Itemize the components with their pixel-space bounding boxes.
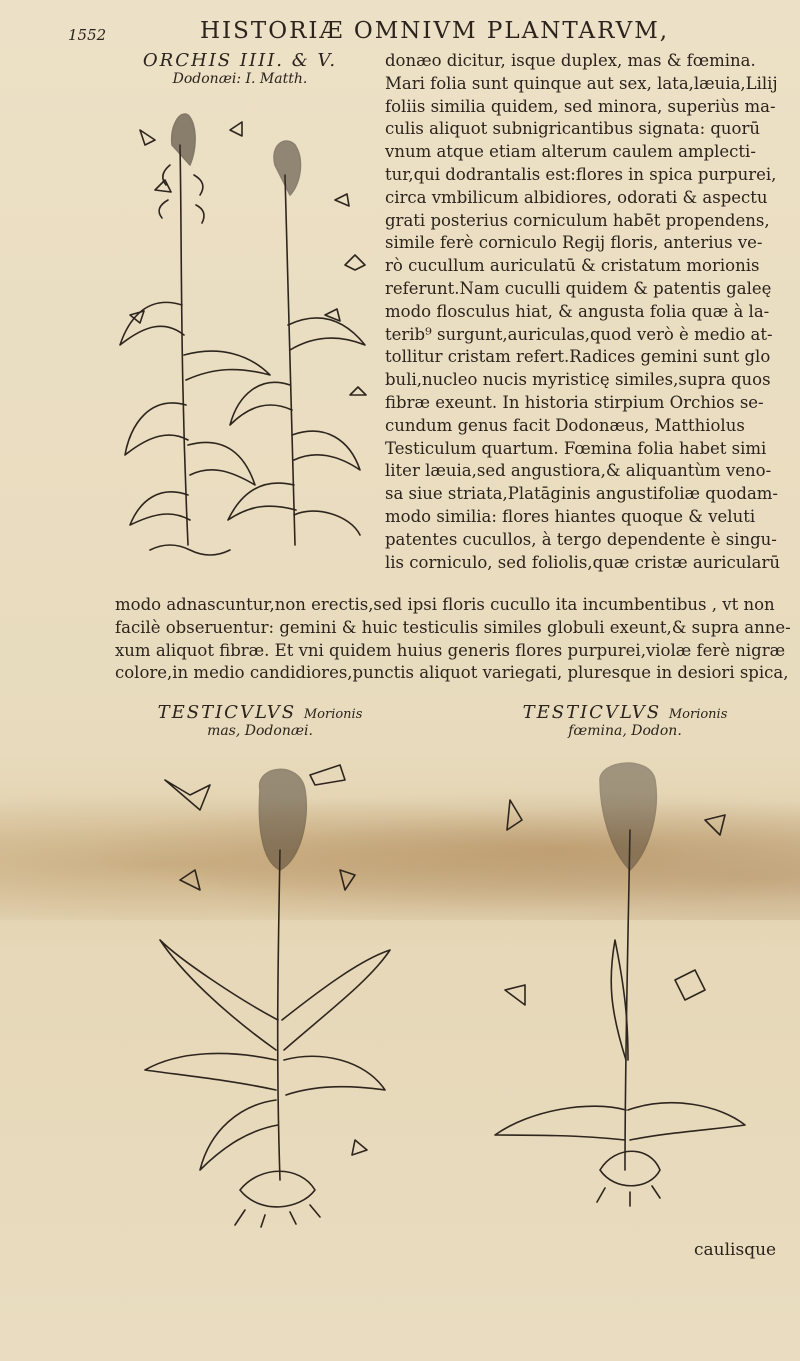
testiculus-femina-woodcut xyxy=(490,760,750,1220)
right-figure-caption xyxy=(490,702,760,739)
column-line: tur,qui dodrantalis est:flores in spica purpurei, xyxy=(385,164,777,184)
column-line: sa siue striata,Platāginis angustifoliæ quodam- xyxy=(385,484,779,504)
column-line: donæo dicitur, isque duplex, mas & fœmina. xyxy=(385,51,756,70)
column-line: referunt.Nam cuculli quidem & patentis galeę xyxy=(385,278,772,298)
column-line: liter læuia,sed angustiora,& aliquantùm veno- xyxy=(385,461,772,481)
column-line: Testiculum quartum. Fœmina folia habet simi xyxy=(385,438,767,458)
running-title: HISTORIÆ OMNIVM PLANTARVM, xyxy=(200,18,670,44)
column-line: modo similia: flores hiantes quoque & veluti xyxy=(385,506,756,526)
column-line: foliis similia quidem, sed minora, superiùs ma- xyxy=(385,96,776,116)
left-figure-caption xyxy=(125,702,395,739)
page-header xyxy=(0,18,800,48)
left-figure-title-small: Morionis xyxy=(303,707,363,722)
body-line: modo adnascuntur,non erectis,sed ipsi floris cucullo ita incumbentibus , vt non xyxy=(115,595,775,614)
testiculus-mas-woodcut xyxy=(140,760,400,1230)
left-figure-title: TESTICVLVS xyxy=(157,702,297,723)
body-line: facilè obseruentur: gemini & huic testiculis similes globuli exeunt,& supra anne- xyxy=(115,617,791,637)
right-figure-title-small: Morionis xyxy=(668,707,728,722)
column-line: lis corniculo, sed foliolis,quæ cristæ auricularū xyxy=(385,552,780,572)
top-figure-subtitle: Dodonæi: I. Matth. xyxy=(172,71,308,87)
column-line: circa vmbilicum albidiores, odorati & aspectu xyxy=(385,187,768,207)
catchword: caulisque xyxy=(694,1240,777,1260)
right-figure-subtitle: fœmina, Dodon. xyxy=(568,723,682,739)
right-figure-title: TESTICVLVS xyxy=(522,702,662,723)
column-line: culis aliquot subnigricantibus signata: quorū xyxy=(385,119,761,139)
column-line: grati posterius corniculum habēt propendens, xyxy=(385,210,770,230)
column-line: patentes cucullos, à tergo dependente è singu- xyxy=(385,529,777,549)
full-width-text xyxy=(115,594,791,685)
column-line: fibræ exeunt. In historia stirpium Orchios se- xyxy=(385,392,764,412)
left-figure-subtitle: mas, Dodonæi. xyxy=(207,723,313,739)
orchis-woodcut xyxy=(110,105,380,585)
column-line: modo flosculus hiat, & angusta folia quæ à la- xyxy=(385,301,770,321)
column-line: tollitur cristam refert.Radices gemini sunt glo xyxy=(385,347,771,367)
column-line: rò cucullum auriculatū & cristatum morionis xyxy=(385,256,760,276)
text-column xyxy=(385,50,780,574)
column-line: vnum atque etiam alterum caulem amplecti- xyxy=(385,142,756,162)
column-line: buli,nucleo nucis myristicę similes,supra quos xyxy=(385,370,771,390)
column-line: Mari folia sunt quinque aut sex, lata,læuia,Lilij xyxy=(385,73,778,93)
top-figure-title: ORCHIS IIII. & V. xyxy=(142,50,338,71)
column-line: cundum genus facit Dodonæus, Matthiolus xyxy=(385,415,745,435)
page-number: 1552 xyxy=(68,26,107,44)
top-figure-caption xyxy=(115,50,365,87)
column-line: simile ferè corniculo Regij floris, anterius ve- xyxy=(385,233,763,253)
body-line: colore,in medio candidiores,punctis aliquot variegati, pluresque in desiori spica, xyxy=(115,663,789,683)
column-line: terib⁹ surgunt,auriculas,quod verò è medio at- xyxy=(385,324,773,344)
body-line: xum aliquot fibræ. Et vni quidem huius generis flores purpurei,violæ ferè nigræ xyxy=(115,640,786,660)
